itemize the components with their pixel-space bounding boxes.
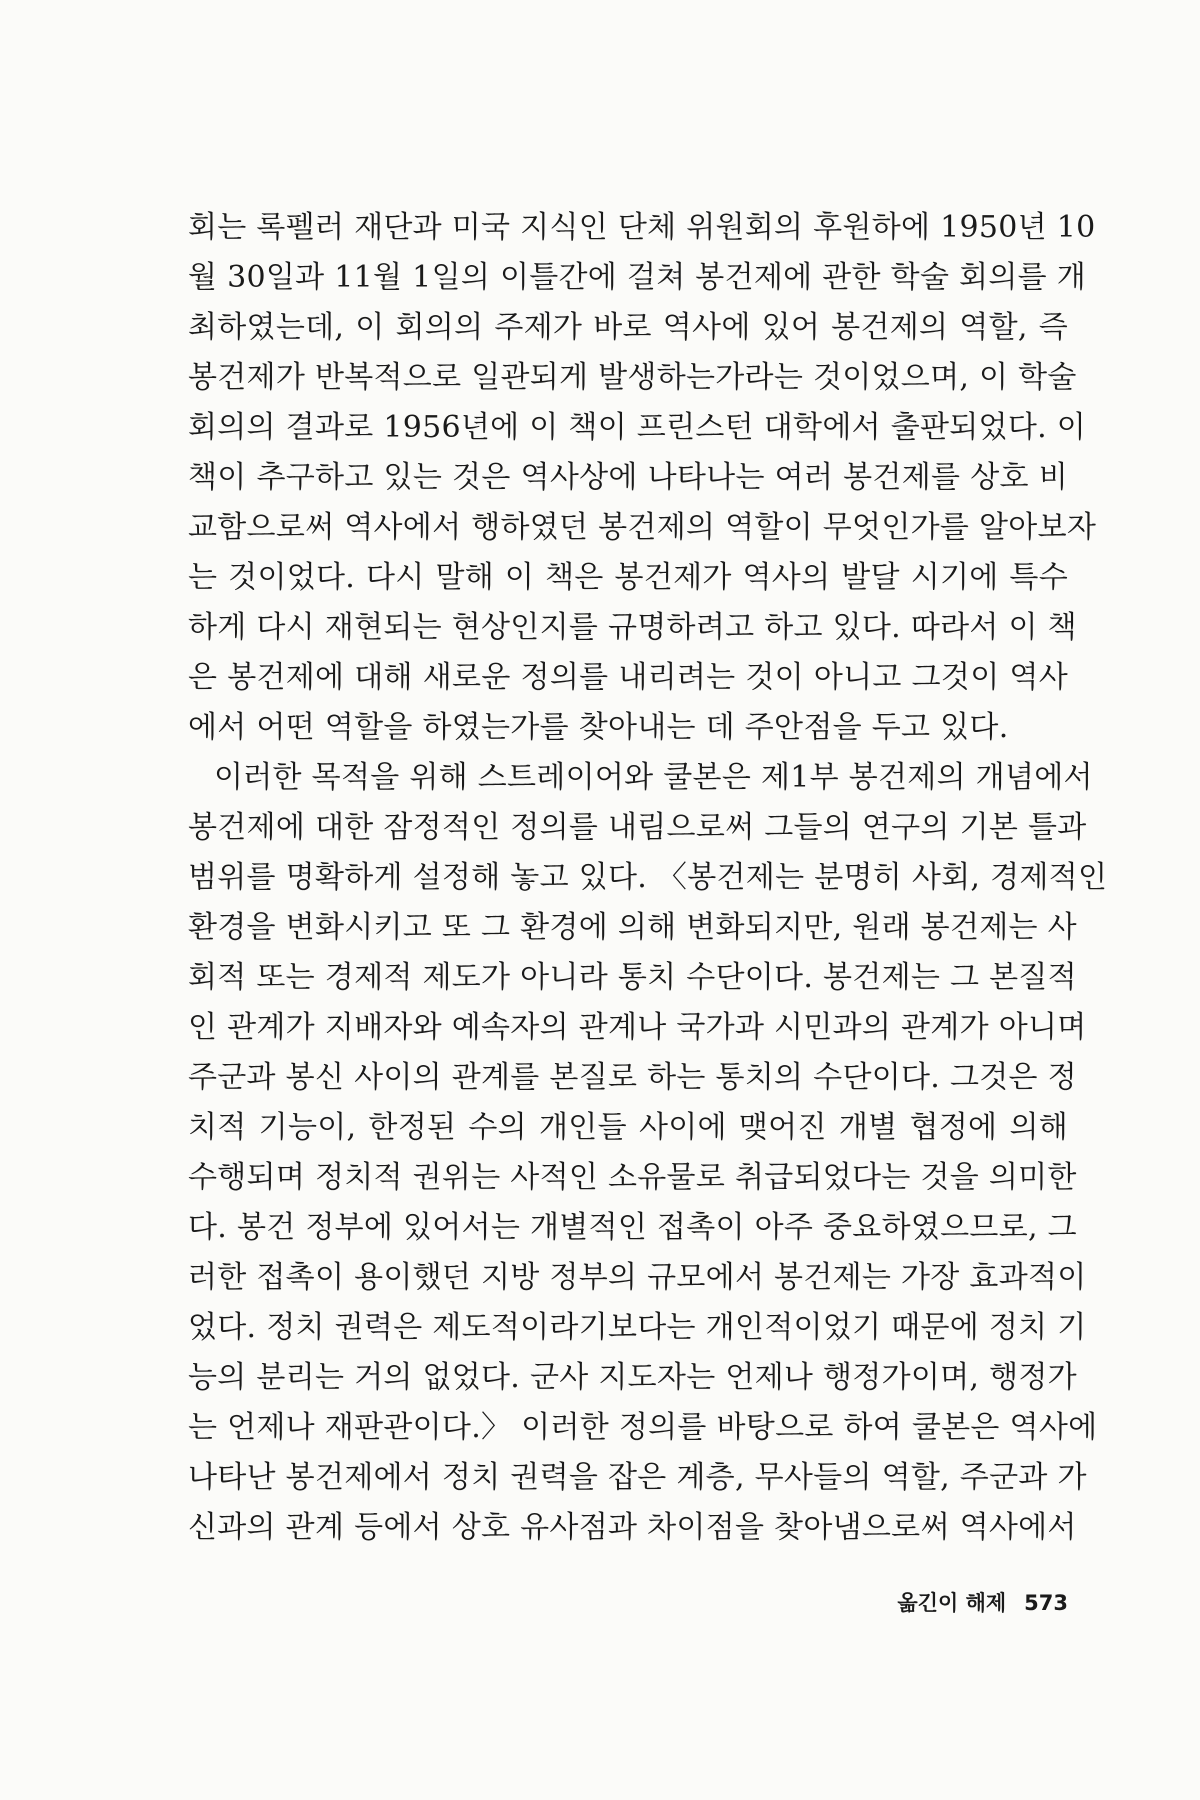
text-line: 최하였는데, 이 회의의 주제가 바로 역사에 있어 봉건제의 역할, 즉 [188, 310, 1068, 345]
text-line: 회는 록펠러 재단과 미국 지식인 단체 위원회의 후원하에 1950년 10 [188, 210, 1096, 245]
paragraph-start-line: 이러한 목적을 위해 스트레이어와 쿨본은 제1부 봉건제의 개념에서 [214, 760, 1093, 795]
text-line: 다. 봉건 정부에 있어서는 개별적인 접촉이 아주 중요하였으므로, 그 [188, 1210, 1077, 1245]
text-line: 는 언제나 재판관이다.〉 이러한 정의를 바탕으로 하여 쿨본은 역사에 [188, 1410, 1098, 1445]
text-line: 었다. 정치 권력은 제도적이라기보다는 개인적이었기 때문에 정치 기 [188, 1310, 1087, 1345]
text-line: 월 30일과 11월 1일의 이틀간에 걸쳐 봉건제에 관한 학술 회의를 개 [188, 260, 1087, 295]
text-line: 범위를 명확하게 설정해 놓고 있다. 〈봉건제는 분명히 사회, 경제적인 [188, 860, 1108, 895]
text-line: 교함으로써 역사에서 행하였던 봉건제의 역할이 무엇인가를 알아보자 [188, 510, 1097, 545]
text-line: 회의의 결과로 1956년에 이 책이 프린스턴 대학에서 출판되었다. 이 [188, 410, 1087, 445]
text-line: 환경을 변화시키고 또 그 환경에 의해 변화되지만, 원래 봉건제는 사 [188, 910, 1077, 945]
text-line: 치적 기능이, 한정된 수의 개인들 사이에 맺어진 개별 협정에 의해 [188, 1110, 1068, 1145]
text-line: 주군과 봉신 사이의 관계를 본질로 하는 통치의 수단이다. 그것은 정 [188, 1060, 1077, 1095]
text-line: 나타난 봉건제에서 정치 권력을 잡은 계층, 무사들의 역할, 주군과 가 [188, 1460, 1087, 1495]
text-line: 책이 추구하고 있는 것은 역사상에 나타나는 여러 봉건제를 상호 비 [188, 460, 1068, 495]
text-line: 봉건제에 대한 잠정적인 정의를 내림으로써 그들의 연구의 기본 틀과 [188, 810, 1087, 845]
text-line: 인 관계가 지배자와 예속자의 관계나 국가과 시민과의 관계가 아니며 [188, 1010, 1087, 1045]
text-line: 회적 또는 경제적 제도가 아니라 통치 수단이다. 봉건제는 그 본질적 [188, 960, 1077, 995]
text-line: 수행되며 정치적 권위는 사적인 소유물로 취급되었다는 것을 의미한 [188, 1160, 1077, 1195]
text-line: 하게 다시 재현되는 현상인지를 규명하려고 하고 있다. 따라서 이 책 [188, 610, 1077, 645]
body-text [188, 203, 1108, 1553]
text-line: 은 봉건제에 대해 새로운 정의를 내리려는 것이 아니고 그것이 역사 [188, 660, 1068, 695]
text-line: 신과의 관계 등에서 상호 유사점과 차이점을 찾아냄으로써 역사에서 [188, 1510, 1077, 1545]
text-line: 능의 분리는 거의 없었다. 군사 지도자는 언제나 행정가이며, 행정가 [188, 1360, 1077, 1395]
text-line: 러한 접촉이 용이했던 지방 정부의 규모에서 봉건제는 가장 효과적이 [188, 1260, 1087, 1295]
page-footer [897, 1587, 1068, 1617]
text-line: 는 것이었다. 다시 말해 이 책은 봉건제가 역사의 발달 시기에 특수 [188, 560, 1068, 595]
paragraph-end-line: 에서 어떤 역할을 하였는가를 찾아내는 데 주안점을 두고 있다. [188, 710, 1009, 745]
text-line: 봉건제가 반복적으로 일관되게 발생하는가라는 것이었으며, 이 학술 [188, 360, 1077, 395]
running-section-title: 옮긴이 해제 [897, 1591, 1007, 1615]
page-number: 573 [1024, 1591, 1068, 1615]
